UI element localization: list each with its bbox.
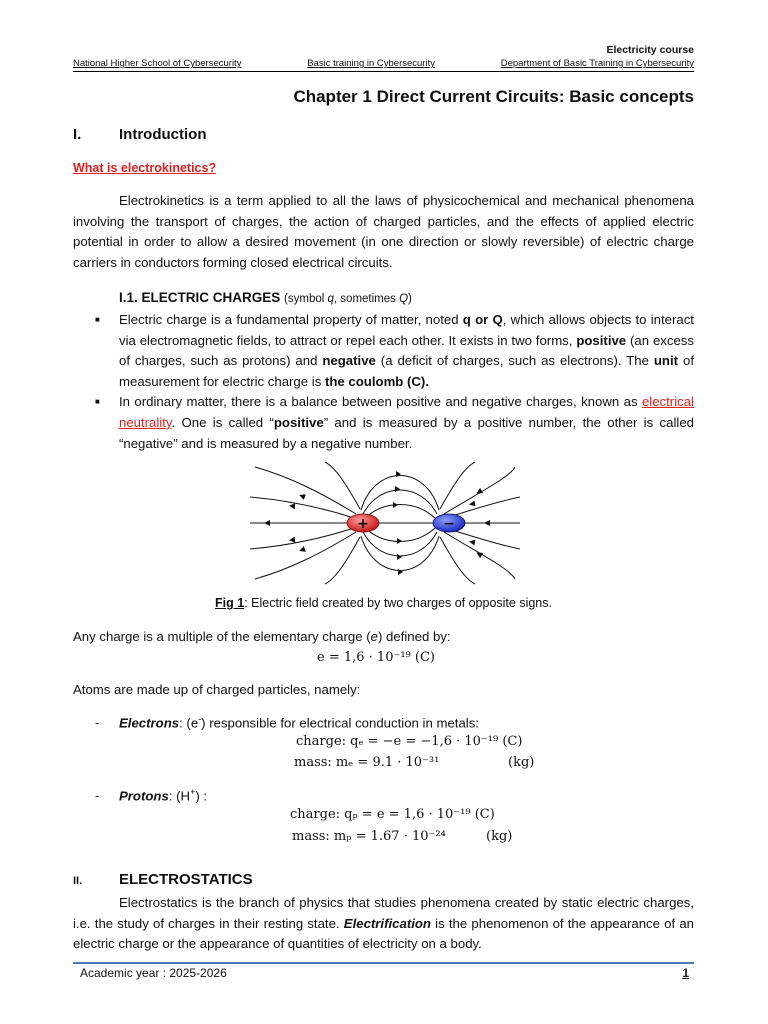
electron-charge-equation: charge: qₑ = −e = −1,6 · 10⁻¹⁹ (C): [296, 734, 523, 749]
section-label: Introduction: [119, 126, 207, 143]
negative-charge: [433, 514, 465, 532]
electron-mass-equation: mass: mₑ = 9.1 · 10⁻³¹: [294, 755, 440, 770]
header-row: [73, 58, 694, 69]
section-number: II.: [73, 875, 83, 887]
subsection-note: (symbol q, sometimes Q): [284, 293, 412, 305]
figure-caption-text: : Electric field created by two charges of opposite signs.: [244, 596, 552, 610]
charge-bullets: [73, 310, 694, 454]
section-introduction-heading: [73, 126, 206, 143]
square-bullet-icon: ■: [95, 397, 100, 407]
proton-mass-unit: (kg): [486, 829, 513, 844]
protons-item: - Protons: (H+) :: [95, 787, 208, 804]
header-department: Department of Basic Training in Cybersecurity: [500, 58, 694, 69]
section-number: I.: [73, 126, 82, 143]
subsection-label: I.1. ELECTRIC CHARGES: [119, 290, 281, 305]
figure-label: Fig 1: [215, 596, 245, 610]
intro-paragraph: Electrokinetics is a term applied to all the laws of physicochemical and mechanical phenomena involving the transport of charges, the action of charged particles, and the effects of applied electric potential in order to allow a desired movement (in one direction or slowly reversible) of electric charge carriers in conductors forming closed electrical circuits.: [73, 193, 694, 270]
atoms-intro: Atoms are made up of charged particles, namely:: [73, 682, 361, 697]
academic-year: Academic year : 2025-2026: [80, 966, 227, 980]
header-divider: [73, 71, 694, 72]
elementary-charge-text: Any charge is a multiple of the elementary charge (e) defined by:: [73, 629, 451, 644]
proton-mass-equation: mass: mₚ = 1.67 · 10⁻²⁴: [292, 829, 446, 844]
neutrality-link[interactable]: electrical neutrality: [119, 394, 694, 430]
footer-divider: [73, 962, 694, 964]
section-electrostatics-heading: [73, 871, 253, 888]
bullet-charge-definition: ■ Electric charge is a fundamental property of matter, noted q or Q, which allows objects to interact via electromagnetic fields, to attract or repel each other. It exists in two forms, positive (an excess of charges, such as protons) and negative (a deficit of charges, such as electrons). The unit of measurement for electric charge is the coulomb (C).: [95, 312, 694, 389]
square-bullet-icon: ■: [95, 315, 100, 324]
header-school: National Higher School of Cybersecurity: [73, 58, 242, 69]
proton-charge-equation: charge: qₚ = e = 1,6 · 10⁻¹⁹ (C): [290, 807, 495, 822]
electrons-item: - Electrons: (e-) responsible for electrical conduction in metals:: [95, 714, 479, 731]
subsection-heading: [119, 290, 412, 305]
page-number: 1: [682, 966, 689, 980]
header-program: Basic training in Cybersecurity: [307, 58, 435, 69]
plus-sign: +: [357, 516, 369, 532]
figure-caption: [73, 596, 694, 610]
question-heading: What is electrokinetics?: [73, 161, 217, 175]
electric-field-figure: [250, 462, 520, 590]
course-name: Electricity course: [606, 44, 694, 56]
section-label: ELECTROSTATICS: [119, 871, 253, 888]
electrostatics-paragraph: Electrostatics is the branch of physics that studies phenomena created by static electric charges, i.e. the study of charges in their resting state. Electrification is the phenomenon of the appearance of an electric charge or the appearance of quantities of electricity on a body.: [73, 895, 694, 952]
electron-mass-unit: (kg): [508, 755, 535, 770]
bullet-neutrality: ■ In ordinary matter, there is a balance between positive and negative charges, known as electrical neutrality. One is called “positive” and is measured by a positive number, the other is called “negative” and is measured by a negative number.: [95, 394, 694, 451]
positive-charge: [347, 514, 379, 532]
elementary-charge-equation: e = 1,6 · 10⁻¹⁹ (C): [317, 650, 435, 665]
minus-sign: −: [443, 516, 455, 532]
chapter-title: Chapter 1 Direct Current Circuits: Basic concepts: [293, 87, 694, 106]
